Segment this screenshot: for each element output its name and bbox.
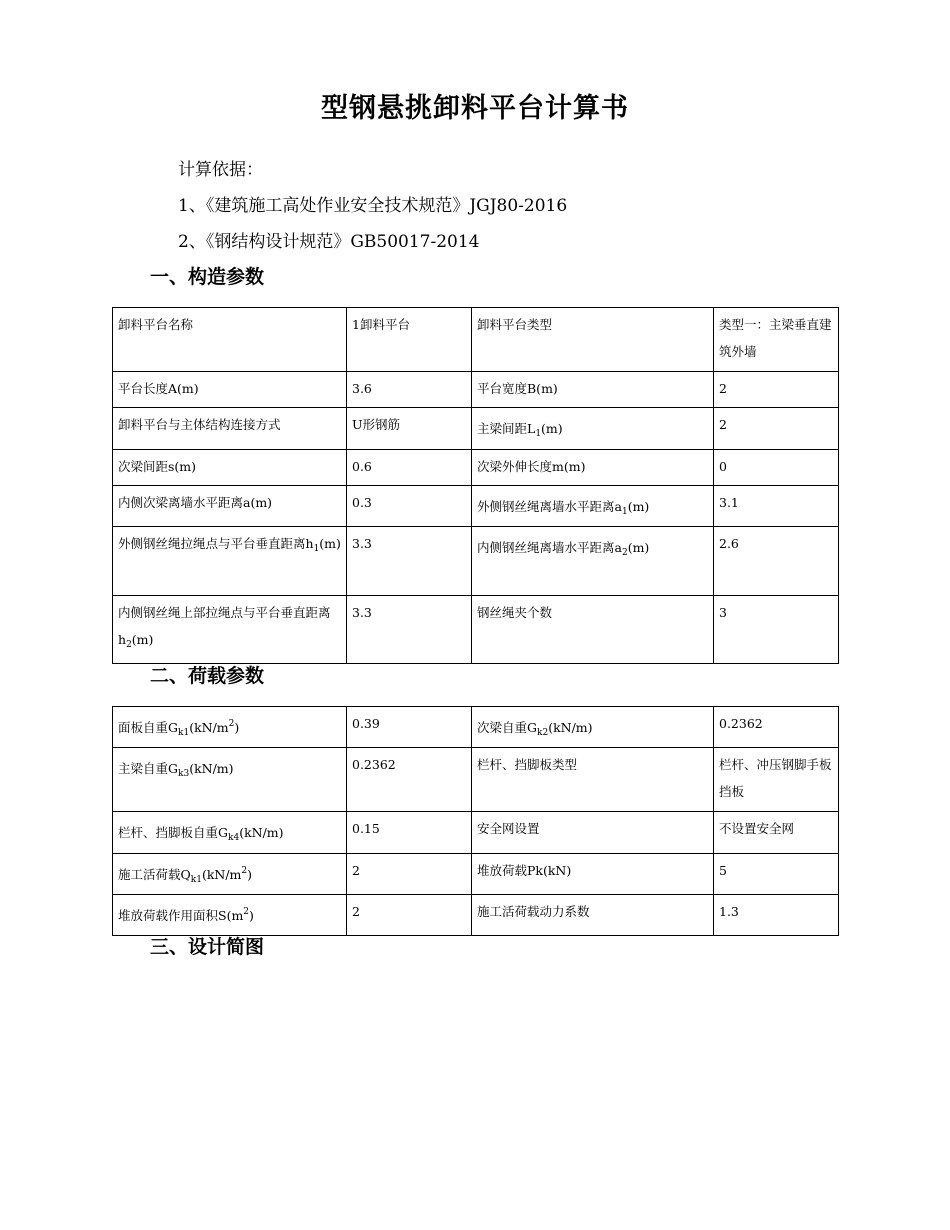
- param-value: 0.3: [347, 486, 472, 527]
- table-row: [113, 748, 839, 812]
- table-row: [113, 812, 839, 854]
- param-value: 0.15: [347, 812, 472, 854]
- param-label: 卸料平台名称: [113, 308, 347, 372]
- param-label: 外侧钢丝绳离墙水平距离$a_1(m)$: [472, 486, 714, 527]
- param-label: 次梁外伸长度m(m): [472, 450, 714, 486]
- table-row: [113, 486, 839, 527]
- table-row: [113, 895, 839, 936]
- param-label: 面板自重$G_{k1}(kN/m^2)$: [113, 707, 347, 748]
- param-label: 内侧钢丝绳上部拉绳点与平台垂直距离$h_2(m)$: [113, 596, 347, 664]
- param-value: 2: [347, 854, 472, 895]
- param-value: 2: [714, 408, 839, 450]
- param-value: 类型一：主梁垂直建筑外墙: [714, 308, 839, 372]
- param-value: 1.3: [714, 895, 839, 936]
- construction-params-table: [112, 307, 839, 664]
- param-label: 栏杆、挡脚板类型: [472, 748, 714, 812]
- param-value: 2.6: [714, 527, 839, 596]
- param-label: 堆放荷载Pk(kN): [472, 854, 714, 895]
- table-row: [113, 372, 839, 408]
- param-label: 卸料平台类型: [472, 308, 714, 372]
- param-value: 2: [714, 372, 839, 408]
- param-label: 施工活荷载动力系数: [472, 895, 714, 936]
- param-value: 3.3: [347, 596, 472, 664]
- table-row: [113, 527, 839, 596]
- basis-heading: 计算依据：: [178, 160, 263, 180]
- param-value: 2: [347, 895, 472, 936]
- param-value: 不设置安全网: [714, 812, 839, 854]
- param-label: 卸料平台与主体结构连接方式: [113, 408, 347, 450]
- param-value: 0.2362: [347, 748, 472, 812]
- param-label: 主梁自重$G_{k3}(kN/m)$: [113, 748, 347, 812]
- document-title: 型钢悬挑卸料平台计算书: [321, 93, 629, 124]
- param-label: 安全网设置: [472, 812, 714, 854]
- param-label: 外侧钢丝绳拉绳点与平台垂直距离$h_1(m)$: [113, 527, 347, 596]
- param-label: 堆放荷载作用面积$S(m^2)$: [113, 895, 347, 936]
- param-label: 平台长度A(m): [113, 372, 347, 408]
- table-row: [113, 408, 839, 450]
- section-heading-construction: 一、构造参数: [150, 266, 265, 288]
- param-value: 0.39: [347, 707, 472, 748]
- table-row: [113, 596, 839, 664]
- param-value: 3: [714, 596, 839, 664]
- param-value: 3.1: [714, 486, 839, 527]
- section-heading-diagram: 三、设计简图: [150, 936, 265, 958]
- param-value: 栏杆、冲压钢脚手板挡板: [714, 748, 839, 812]
- param-label: 平台宽度B(m): [472, 372, 714, 408]
- param-label: 次梁自重$G_{k2}(kN/m)$: [472, 707, 714, 748]
- param-value: 3.6: [347, 372, 472, 408]
- param-label: 内侧钢丝绳离墙水平距离$a_2(m)$: [472, 527, 714, 596]
- load-params-table: [112, 706, 839, 936]
- table-row: [113, 854, 839, 895]
- param-value: 0: [714, 450, 839, 486]
- table-row: [113, 707, 839, 748]
- basis-item-2: 2、《钢结构设计规范》GB50017-2014: [178, 232, 480, 252]
- param-label: 栏杆、挡脚板自重$G_{k4}(kN/m)$: [113, 812, 347, 854]
- param-label: 内侧次梁离墙水平距离a(m): [113, 486, 347, 527]
- table-row: [113, 450, 839, 486]
- param-value: 5: [714, 854, 839, 895]
- section-heading-load: 二、荷载参数: [150, 665, 265, 687]
- param-value: 0.2362: [714, 707, 839, 748]
- param-value: U形钢筋: [347, 408, 472, 450]
- param-label: 次梁间距s(m): [113, 450, 347, 486]
- param-label: 施工活荷载$Q_{k1}(kN/m^2)$: [113, 854, 347, 895]
- param-value: 0.6: [347, 450, 472, 486]
- param-label: 主梁间距$L_1(m)$: [472, 408, 714, 450]
- param-label: 钢丝绳夹个数: [472, 596, 714, 664]
- basis-item-1: 1、《建筑施工高处作业安全技术规范》JGJ80-2016: [178, 196, 568, 216]
- table-row: [113, 308, 839, 372]
- param-value: 3.3: [347, 527, 472, 596]
- param-value: 1卸料平台: [347, 308, 472, 372]
